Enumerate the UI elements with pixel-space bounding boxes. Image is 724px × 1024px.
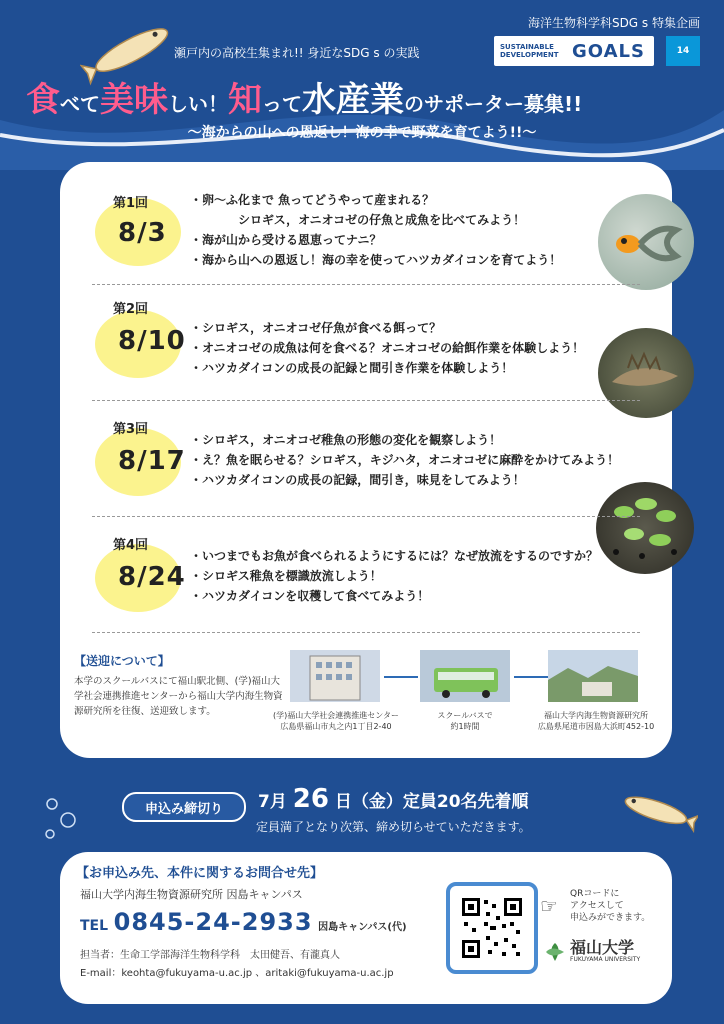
institute-caption	[526, 710, 666, 732]
route-arrow-right	[514, 676, 548, 678]
main-headline	[26, 72, 582, 121]
session-round: 第1回	[113, 196, 149, 211]
larva-fish-image	[598, 194, 694, 290]
session-1	[60, 180, 672, 300]
section-divider	[92, 400, 640, 401]
session-item: ・海が山から受ける恩恵ってナニ？	[190, 233, 382, 247]
session-item: ・オニオコゼの成魚は何を食べる？オニオコゼの給餌作業を体験しよう！	[190, 341, 585, 355]
deadline-date	[258, 784, 529, 814]
bus-caption	[412, 710, 518, 732]
deadline-month: 7月	[258, 792, 287, 812]
headline-part-2: べて	[60, 92, 100, 116]
session-items	[190, 318, 584, 378]
phone-note: 因島キャンパス(代)	[318, 922, 407, 933]
qr-note-line: 申込みができます。	[570, 913, 651, 923]
headline-part-8: のサポーター募集!!	[404, 92, 583, 116]
sdg-14-number: 14	[676, 46, 690, 56]
session-item: ・卵～ふ化まで 魚ってどうやって産まれる？	[190, 193, 435, 207]
session-round: 第4回	[113, 538, 149, 553]
institute-photo	[548, 650, 638, 702]
session-date: 8/24	[118, 562, 186, 592]
contact-email[interactable]: E-mail：keohta@fukuyama-u.ac.jp 、aritaki@fukuyama-u.ac.jp	[80, 968, 394, 979]
university-name-en: FUKUYAMA UNIVERSITY	[570, 956, 641, 963]
contact-organization: 福山大学内海生物資源研究所 因島キャンパス	[80, 888, 303, 901]
session-items	[190, 190, 561, 270]
session-date: 8/17	[118, 446, 186, 476]
session-round: 第2回	[113, 302, 149, 317]
headline-part-7: 水産業	[302, 80, 404, 120]
sdg-14-icon	[666, 36, 700, 66]
contact-card	[60, 852, 672, 1004]
session-4	[60, 524, 672, 644]
section-divider	[92, 632, 640, 633]
larva-fish-photo	[598, 194, 694, 290]
institute-address: 広島県尾道市因島大浜町452-10	[537, 722, 655, 731]
deadline-note: 定員満了となり次第、締め切らせていただきます。	[256, 820, 531, 834]
transport-heading: 【送迎について】	[74, 654, 170, 668]
bus-time: 約1時間	[450, 722, 480, 731]
session-item: ・海から山への恩返し！海の幸を使ってハツカダイコンを育てよう！	[190, 253, 562, 267]
fish-illustration-bottom	[612, 784, 698, 836]
center-address: 広島県福山市丸之内1丁目2-40	[280, 722, 392, 731]
session-item: ・ハツカダイコンを収穫して食べてみよう！	[190, 589, 430, 603]
session-item: ・いつまでもお魚が食べられるようにするには？なぜ放流をするのですか？	[190, 549, 599, 563]
phone-number[interactable]: 0845-24-2933	[113, 908, 313, 936]
stonefish-photo	[598, 328, 694, 418]
sdg-logo-goals-text: GOALS	[572, 40, 645, 62]
phone-label: TEL	[80, 918, 109, 934]
sdg-logo-small-text: SUSTAINABLE DEVELOPMENT	[500, 43, 559, 59]
university-name: 福山大学	[570, 938, 635, 957]
headline-part-3: 美味	[100, 80, 168, 120]
university-text	[570, 940, 640, 963]
session-item: ・ハツカダイコンの成長の記録，間引き，味見をしてみよう！	[190, 473, 525, 487]
session-items	[190, 430, 619, 490]
session-item: ・シロギス，オニオコゼ仔魚が食べる餌って？	[190, 321, 442, 335]
session-item: ・シロギス，オニオコゼ稚魚の形態の変化を観察しよう！	[190, 433, 502, 447]
session-item: ・シロギス稚魚を標識放流しよう！	[190, 569, 382, 583]
contact-heading: 【お申込み先、本件に関するお問合せ先】	[76, 866, 324, 881]
session-item: ・ハツカダイコンの成長の記録と間引き作業を体験しよう！	[190, 361, 514, 375]
sdg-logo	[494, 36, 654, 66]
tagline: ～海からの山への恩返し！海の幸で野菜を育てよう!!～	[187, 125, 537, 141]
center-caption	[266, 710, 406, 732]
pointing-hand-icon: ☞	[540, 894, 558, 918]
school-bus-photo	[420, 650, 510, 702]
event-subtitle: 瀬戸内の高校生集まれ!! 身近なSDG s の実践	[174, 46, 420, 60]
institute-name: 福山大学内海生物資源研究所	[544, 711, 648, 720]
deadline-rest: 日（金）定員20名先着順	[334, 792, 529, 812]
session-3	[60, 410, 672, 530]
session-round: 第3回	[113, 422, 149, 437]
university-logo	[544, 940, 640, 963]
deadline-badge: 申込み締切り	[122, 792, 246, 822]
headline-part-5: 知	[228, 80, 262, 120]
stonefish-image	[598, 328, 694, 418]
contact-staff: 担当者：生命工学部海洋生物科学科 太田健吾、有瀧真人	[80, 950, 340, 961]
section-divider	[92, 284, 640, 285]
transport-description: 本学のスクールバスにて福山駅北側、(学)福山大学社会連携推進センターから福山大学内海生物資源研究所を往復、送迎致します。	[74, 676, 283, 717]
feature-label: 海洋生物科学科SDG s 特集企画	[527, 16, 700, 30]
bus-label: スクールバスで	[437, 711, 493, 720]
session-item: シロギス，オニオコゼの仔魚と成魚を比べてみよう！	[190, 213, 526, 227]
headline-part-4: しい！	[168, 92, 228, 116]
bubbles-decoration	[36, 790, 86, 850]
session-items	[190, 546, 598, 606]
route-arrow-left	[384, 676, 418, 678]
headline-part-1: 食	[26, 80, 60, 120]
session-2	[60, 294, 672, 414]
session-date: 8/10	[118, 326, 186, 356]
deadline-day: 26	[292, 784, 329, 814]
qr-note-line: QRコードに	[570, 889, 620, 899]
section-divider	[92, 516, 640, 517]
headline-part-6: って	[262, 92, 302, 116]
contact-phone	[80, 908, 407, 936]
session-item: ・え？魚を眠らせる？シロギス，キジハタ，オニオコゼに麻酔をかけてみよう！	[190, 453, 620, 467]
qr-code[interactable]	[446, 882, 538, 974]
qr-code-icon	[460, 896, 524, 960]
session-date: 8/3	[118, 218, 167, 248]
qr-note-line: アクセスして	[570, 901, 624, 911]
center-name: (学)福山大学社会連携推進センター	[273, 711, 399, 720]
qr-instruction	[570, 888, 650, 924]
center-building-photo	[290, 650, 380, 702]
program-card	[60, 162, 672, 758]
university-emblem-icon	[544, 941, 566, 963]
